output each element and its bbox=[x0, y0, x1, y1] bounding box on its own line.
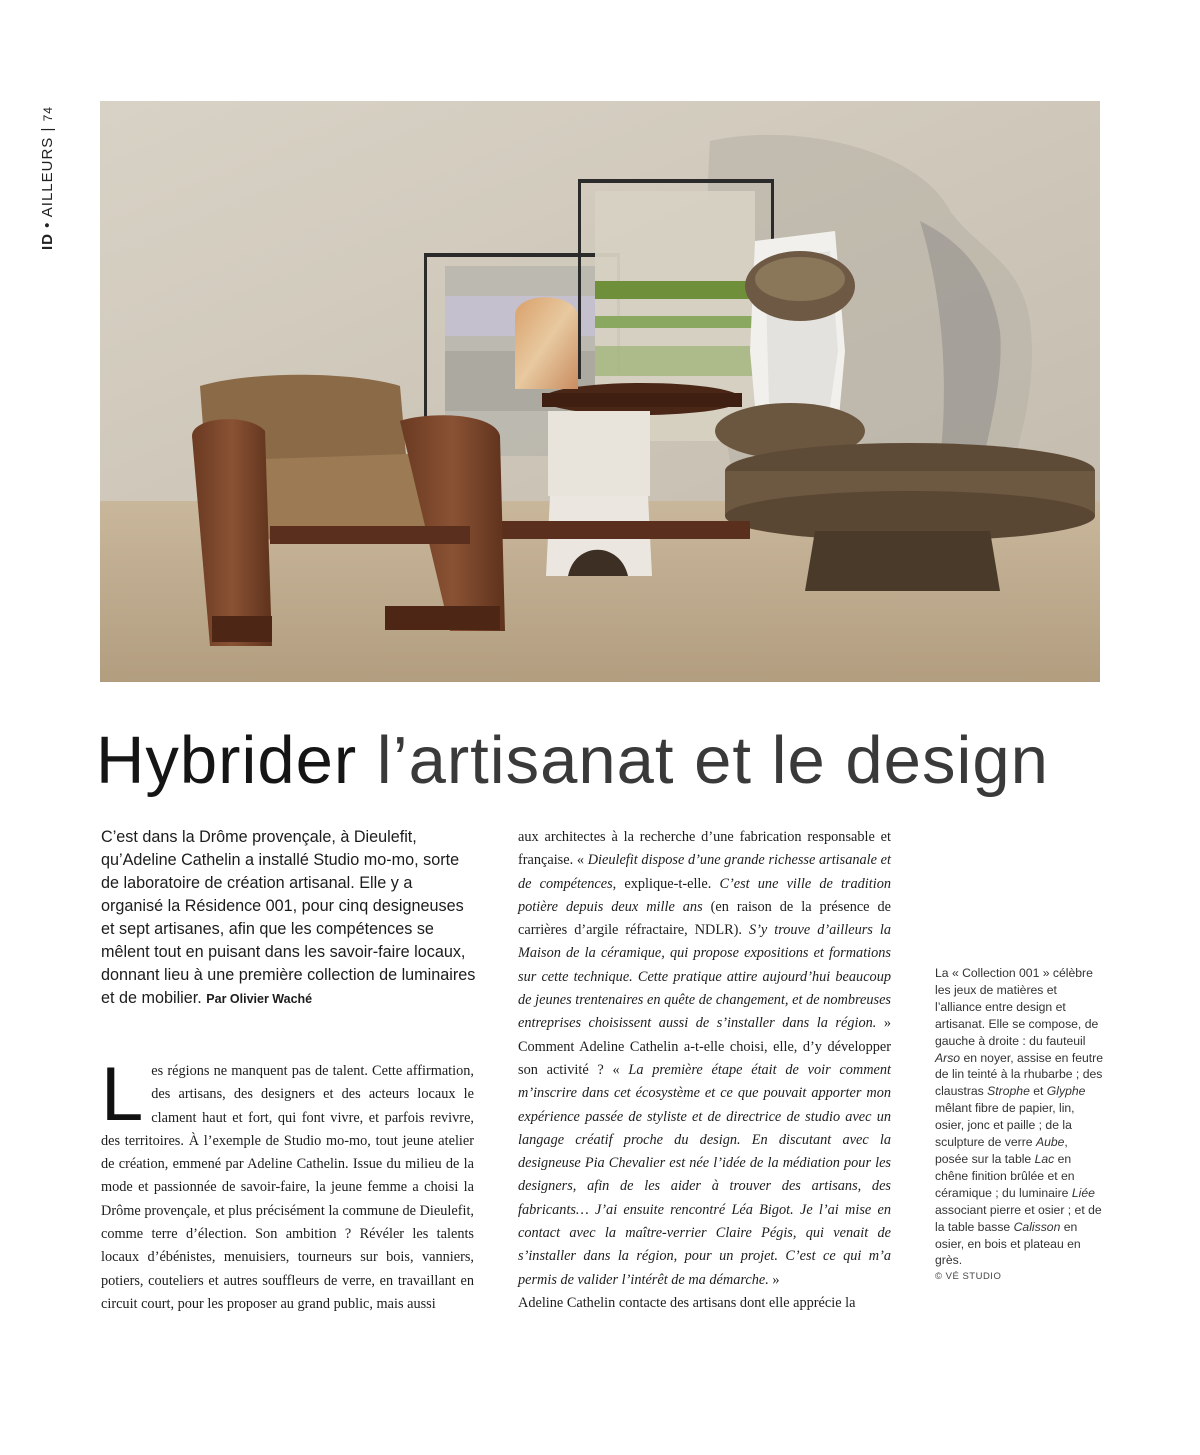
caption-text: en chêne finition brûlée et en céramique ; du luminaire bbox=[935, 1151, 1075, 1200]
quote-text: C’est une ville de tradition potière depuis deux mille ans bbox=[518, 875, 891, 915]
page-number: 74 bbox=[41, 106, 55, 122]
rubric-label: AILLEURS bbox=[39, 136, 56, 218]
caption-text: et bbox=[1029, 1084, 1047, 1099]
body-text: aux architectes à la recherche d’une fabrication responsable et française. « bbox=[518, 829, 891, 869]
section-bullet: • bbox=[39, 221, 56, 228]
running-head bbox=[36, 100, 60, 250]
rubric-separator: | bbox=[39, 126, 56, 132]
quote-text: Dieulefit dispose d’une grande richesse artisanale et de compétences bbox=[518, 852, 891, 892]
caption-text: La « Collection 001 » célèbre les jeux de matières et l’alliance entre design et artisanat. Elle se compose, de gauche à droite : du fauteuil bbox=[935, 966, 1099, 1048]
byline: Par Olivier Waché bbox=[206, 992, 313, 1006]
body-column-1 bbox=[101, 1052, 474, 1316]
caption-product-name: Aube bbox=[1035, 1135, 1065, 1150]
quote-text: La première étape était de voir comment m’inscrire dans cet écosystème et ce que pouvait apporter mon expérience passée de styliste et de directrice de studio avec un langage créatif proche du design. En discutant avec la designeuse Pia Chevalier est née l’idée de la médiation pour les designers, afin de les aider à trouver des artisans, des fabricants… J’ai ensuite rencontré Léa Bigot. Je l’ai mise en contact avec la maître-verrier Claire Pégis, qui venait de s’installer dans la région, pour un projet. C’est ce qui m’a permis de valider l’intérêt de ma démarche. bbox=[518, 1061, 891, 1288]
caption-text: associant pierre et osier ; et de la table basse bbox=[935, 1202, 1102, 1234]
body-text: » Comment Adeline Cathelin a-t-elle choisi, elle, d’y développer son activité ? « bbox=[518, 1015, 891, 1078]
caption-text: en noyer, assise en feutre de lin teinté à la rhubarbe ; des claustras bbox=[935, 1050, 1104, 1099]
lead-text: C’est dans la Drôme provençale, à Dieulefit, qu’Adeline Cathelin a installé Studio mo-mo, sorte de laboratoire de création artisanal. Elle y a organisé la Résidence 001, pour cinq designeuses et sept artisanes, afin que les compétences se mêlent tout en puisant dans les savoir-faire locaux, donnant lieu à une première collection de luminaires et de mobilier. bbox=[101, 828, 476, 1007]
caption-product-name: Arso bbox=[935, 1050, 961, 1065]
hero-photo bbox=[100, 101, 1100, 682]
title-bold: Hybrider bbox=[96, 723, 358, 798]
body-text: » bbox=[768, 1271, 780, 1288]
body-text: Adeline Cathelin contacte des artisans dont elle apprécie la bbox=[518, 1294, 856, 1311]
photo-caption bbox=[935, 965, 1103, 1286]
article-lead bbox=[101, 826, 476, 1011]
caption-product-name: Glyphe bbox=[1046, 1084, 1086, 1099]
caption-product-name: Liée bbox=[1071, 1185, 1095, 1200]
caption-product-name: Calisson bbox=[1013, 1219, 1061, 1234]
caption-product-name: Strophe bbox=[987, 1084, 1030, 1099]
body-text-col1: es régions ne manquent pas de talent. Cette affirmation, des artisans, des designers et des acteurs locaux le clament haut et fort, qui font vivre, et parfois revivre, des territoires. À l’exemple de Studio mo-mo, tout jeune atelier de création, emmené par Adeline Cathelin. Issue du milieu de la mode et passionnée de savoir-faire, la jeune femme a choisi la Drôme provençale, et plus précisément la commune de Dieulefit, comme terre d’élection. Son ambition ? Révéler les talents locaux d’ébénistes, menuisiers, tourneurs sur bois, vanniers, potiers, couteliers et autres souffleurs de verre, en travaillant en circuit court, pour les proposer au grand public, mais aussi bbox=[101, 1063, 474, 1312]
body-text: (en raison de la présence de carrières d’argile réfractaire, NDLR). bbox=[518, 898, 891, 939]
caption-text: mêlant fibre de papier, lin, osier, jonc et paille ; de la sculpture de verre bbox=[935, 1101, 1075, 1150]
section-tag: ID bbox=[39, 233, 56, 250]
caption-text: en osier, en bois et plateau en grès. bbox=[935, 1219, 1081, 1268]
caption-text: , posée sur la table bbox=[935, 1135, 1068, 1166]
article-title bbox=[96, 718, 1106, 804]
drop-cap: L bbox=[101, 1052, 144, 1137]
caption-product-name: Lac bbox=[1034, 1151, 1055, 1166]
body-text: , explique-t-elle. bbox=[612, 875, 720, 892]
photo-credit: © VÉ STUDIO bbox=[935, 1271, 1002, 1283]
collection-photo-illustration bbox=[100, 101, 1100, 682]
quote-text: S’y trouve d’ailleurs la Maison de la céramique, qui propose expositions et formations sur cette technique. Cette pratique attire aujourd’hui beaucoup de jeunes trentenaires en quête de changement, et de nombreuses entreprises choisissent aussi de s’installer dans la région. bbox=[518, 922, 891, 1032]
body-column-2 bbox=[518, 826, 891, 1315]
title-rest: l’artisanat et le design bbox=[357, 723, 1049, 798]
